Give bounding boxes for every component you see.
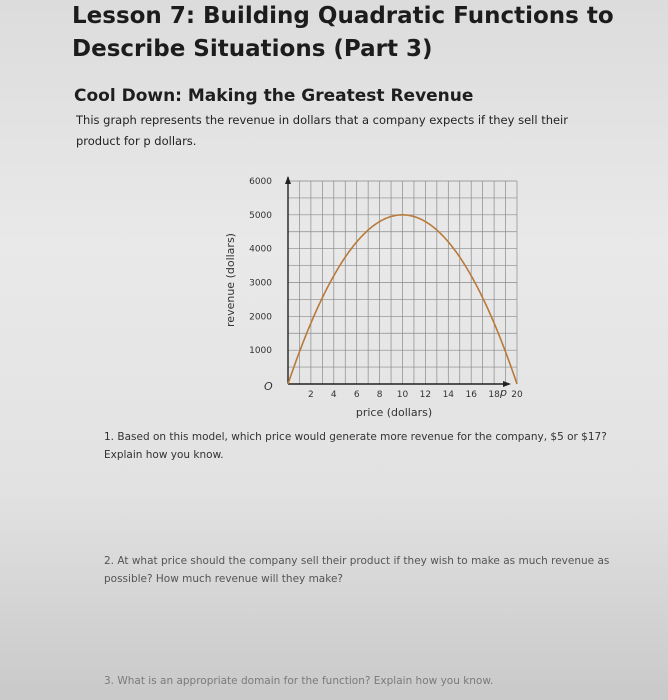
x-axis-variable-label: p	[500, 386, 507, 399]
intro-text-line-2: product for p dollars.	[76, 134, 197, 148]
y-tick-label: 5000	[249, 210, 272, 221]
question-1-text: Based on this model, which price would generate more revenue for the company, $5 or $17? Explain how you know.	[104, 431, 607, 461]
lesson-title-line-2: Describe Situations (Part 3)	[72, 36, 433, 62]
y-tick-label: 4000	[249, 244, 272, 255]
origin-label: O	[264, 380, 273, 393]
x-tick-label: 10	[396, 390, 409, 400]
question-1-number: 1.	[104, 431, 115, 443]
x-tick-label: 2	[308, 390, 314, 400]
y-axis-arrow	[285, 176, 291, 184]
x-tick-label: 14	[442, 390, 455, 400]
y-tick-label: 6000	[249, 177, 272, 187]
chart-axes	[285, 176, 511, 387]
question-3-text: What is an appropriate domain for the function? Explain how you know.	[117, 675, 494, 687]
x-tick-label: 4	[330, 390, 337, 400]
chart-grid	[288, 181, 517, 384]
question-2-number: 2.	[104, 555, 115, 567]
x-tick-label: 8	[376, 390, 383, 400]
question-3	[104, 672, 644, 690]
question-3-number: 3.	[104, 675, 115, 687]
intro-text-line-1: This graph represents the revenue in dollars that a company expects if they sell their	[76, 113, 568, 127]
lesson-title-line-1: Lesson 7: Building Quadratic Functions to	[72, 3, 614, 29]
x-tick-label: 6	[353, 390, 360, 400]
x-tick-label: 20	[511, 390, 523, 400]
x-tick-label: 16	[465, 390, 477, 400]
chart-tick-labels	[249, 177, 523, 400]
question-2	[104, 552, 644, 588]
x-axis-label: price (dollars)	[355, 406, 433, 419]
y-tick-label: 1000	[249, 346, 272, 357]
question-2-text: At what price should the company sell their product if they wish to make as much revenue as possible? How much revenue will they make?	[104, 555, 610, 585]
x-tick-label: 18	[488, 390, 500, 400]
x-tick-label: 12	[419, 390, 432, 400]
y-tick-label: 2000	[249, 312, 272, 323]
cool-down-heading: Cool Down: Making the Greatest Revenue	[74, 86, 474, 106]
y-axis-label: revenue (dollars)	[224, 233, 237, 327]
y-tick-label: 3000	[249, 278, 272, 289]
question-1	[104, 428, 644, 464]
